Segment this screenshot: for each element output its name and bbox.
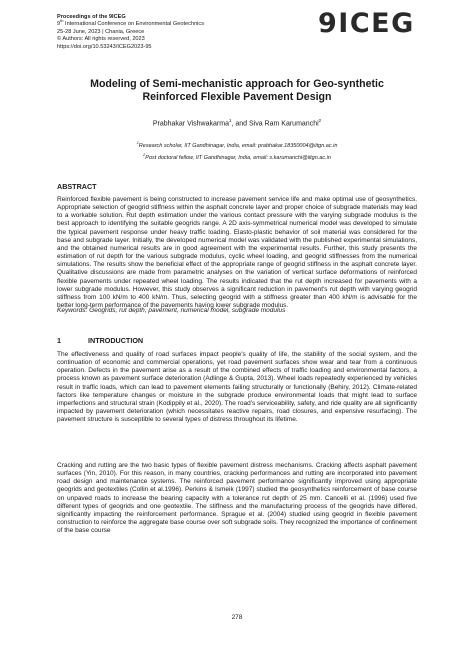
author-1-mark: 1 [228, 118, 232, 123]
edition-rest: International Conference on Environmental Geotechnics [63, 21, 205, 28]
paper-title [57, 78, 417, 104]
page-number: 278 [231, 614, 243, 621]
affiliation-2-mark: 2 [143, 152, 146, 157]
keywords: Keywords: Geogrids, rut depth, pavement, numerical model, subgrade modulus [57, 307, 286, 314]
doi-link[interactable]: https://doi.org/10.53243/ICEG2023-95 [57, 43, 152, 50]
author-list [57, 116, 417, 128]
introduction-paragraph-2: Cracking and rutting are the two basic types of flexible pavement distress mechanisms. Cracking affects asphalt pavement surfaces (Yin, 2010). For this reason, in many countries, cracking performances and rutting are incorporated into pavement road design and maintenance systems. The reinforced pavement performance significantly improved using appropriate geogrids and geotextiles (Collin et al.1996). Perkins & Ismeik (1997) studied the geosynthetics reinforcement of base course on unpaved roads to increase the bearing capacity with a tolerance rut depth of 25 mm. Cancelli et al. (1996) used five different types of geogrids and one geotextile. The stiffness and the manufacturing process of the geogrids have differed, significantly impacting the reinforcement performance. Sprague et al. (2004) studied using geogrid in flexible pavement construction to reinforce the aggregate base course over soft subgrade soils. They recognized the importance of confinement of the base course [57, 462, 417, 535]
copyright-notice: © Authors: All rights reserved, 2023 [57, 36, 145, 43]
affiliation-1-text: Research scholar, IIT Gandhinagar, India, email: prabhakar.18350004@iitgn.ac.in [138, 142, 338, 149]
conference-edition [57, 18, 205, 28]
affiliation-1-mark: 1 [136, 140, 139, 145]
conference-dates-location: 25-28 June, 2023 | Chania, Greece [57, 28, 145, 35]
affiliation-2-text: Post doctoral fellow, IIT Gandhinagar, India, email: s.karumanchi@iitgn.ac.in [145, 154, 331, 161]
title-line-1: Modeling of Semi-mechanistic approach for Geo-synthetic [90, 78, 384, 90]
affiliation-2 [57, 151, 417, 162]
section-number: 1 [57, 336, 61, 345]
section-title: INTRODUCTION [88, 336, 144, 345]
author-1: Prabhakar Vishwakarma [152, 120, 229, 128]
conference-logo: 9ICEG [318, 8, 415, 39]
abstract-heading: ABSTRACT [57, 182, 97, 191]
abstract-text: Reinforced flexible pavement is being constructed to increase pavement service life and make optimal use of geosynthetics. Appropriate selection of geogrid stiffness within the asphalt concrete layer and proper choice of subgrade materials may lead to a workable solution. Rut depth estimation under the various contact pressure with the varying subgrade modulus is the best approach to identifying the suitable geogrids range. A 2D axis-symmetrical numerical model was developed to simulate the typical pavement response under heavy traffic loading. Elasto-plastic behavior of soil material was considered for the base and subgrade layer. Initially, the developed numerical model was validated with the published experimental simulations, and the obtained numerical results are in good agreement with the experimental results. Further, this study presents the estimation of rut depth for the various subgrade modulus, cyclic wheel loading, and geogrid stiffnesses from the numerical simulations. The results show the beneficial effect of the appropriate range of geogrid stiffness in the asphalt concrete layer. Qualitative discussions are made from parametric analyses on the variation of vertical surface deformations of reinforced flexible pavements under repeated wheel loading. The results indicated that the rut depth increased for pavements with a lower subgrade modulus. However, this study observes a significant reduction in pavement's rut depth with varying geogrid stiffness from 100 kN/m to 400 kN/m. Thus, selecting geogrid with a stiffness greater than 400 kN/m is advisable for the better long-term performance of the pavements having lower subgrade modulus. [57, 196, 417, 310]
affiliation-1 [57, 139, 417, 150]
author-separator: , and Siva Ram Karumanchi [231, 120, 319, 128]
conference-name: Proceedings of the 9ICEG [57, 14, 126, 20]
edition-number: 9 [57, 21, 61, 28]
introduction-paragraph-1: The effectiveness and quality of road surfaces impact people's quality of life, the stability of the social system, and the continuation of economic and commercial operations, yet road pavement surfaces show wear and tear from a continuous operation. Defects in the pavement arise as a result of the combined effects of traffic loading and environmental factors, a process known as pavement surface deterioration (Adlinge & Gupta, 2013). Wheel loads repeatedly experienced by vehicles result in traffic loads, which can lead to pavement elements failing structurally or functionally (Behiry, 2012). Climate-related factors like temperature changes or moisture in the subgrade produce environmental loads that might lead to surface imperfections and structural strain (Kodippily et al., 2020). The road's serviceability, safety, and ride quality are all significantly impacted by pavement deterioration (which necessitates reactive repairs, road closures, and expensive resurfacing). The pavement structure is susceptible to several types of distress throughout its lifetime. [57, 351, 417, 424]
introduction-heading [57, 336, 143, 345]
edition-suffix: th [60, 18, 64, 24]
author-2-mark: 2 [318, 118, 322, 123]
title-line-2: Reinforced Flexible Pavement Design [142, 91, 332, 103]
proceedings-header [57, 14, 204, 51]
